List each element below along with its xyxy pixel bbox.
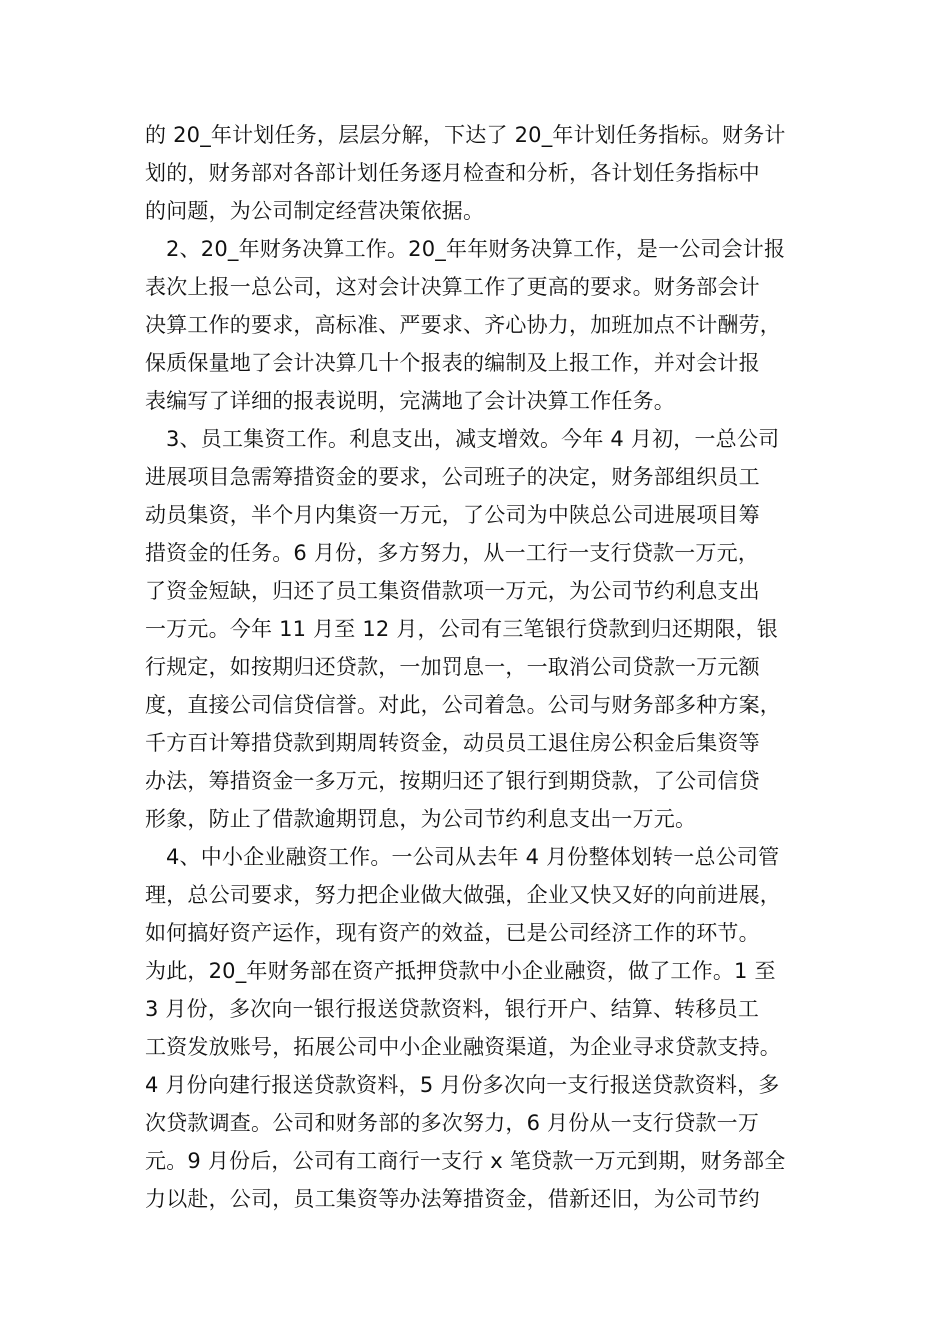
text-line: 措资金的任务。6 月份，多方努力，从一工行一支行贷款一万元， [145,541,760,565]
text-line: 的 20_年计划任务，层层分解，下达了 20_年计划任务指标。财务计 [145,123,786,147]
text-line: 划的，财务部对各部计划任务逐月检查和分析，各计划任务指标中 [145,161,760,185]
text-line: 元。9 月份后，公司有工商行一支行 x 笔贷款一万元到期，财务部全 [145,1149,786,1173]
text-line: 保质保量地了会计决算几十个报表的编制及上报工作，并对会计报 [145,351,760,375]
text-line: 千方百计筹措贷款到期周转资金，动员员工退住房公积金后集资等 [145,731,760,755]
text-line: 3、员工集资工作。利息支出，减支增效。今年 4 月初，一总公司 [166,427,780,451]
text-line: 如何搞好资产运作，现有资产的效益，已是公司经济工作的环节。 [145,921,760,945]
text-line: 4、中小企业融资工作。一公司从去年 4 月份整体划转一总公司管 [166,845,780,869]
text-line: 行规定，如按期归还贷款，一加罚息一，一取消公司贷款一万元额 [145,655,760,679]
text-line: 办法，筹措资金一多万元，按期归还了银行到期贷款，了公司信贷 [145,769,760,793]
text-line: 一万元。今年 11 月至 12 月，公司有三笔银行贷款到归还期限，银 [145,617,778,641]
text-line: 表编写了详细的报表说明，完满地了会计决算工作任务。 [145,389,675,413]
text-line: 为此，20_年财务部在资产抵押贷款中小企业融资，做了工作。1 至 [145,959,776,983]
text-line: 表次上报一总公司，这对会计决算工作了更高的要求。财务部会计 [145,275,760,299]
text-line: 4 月份向建行报送贷款资料，5 月份多次向一支行报送贷款资料，多 [145,1073,780,1097]
text-line: 工资发放账号，拓展公司中小企业融资渠道，为企业寻求贷款支持。 [145,1035,781,1059]
text-line: 度，直接公司信贷信誉。对此，公司着急。公司与财务部多种方案， [145,693,781,717]
text-line: 进展项目急需筹措资金的要求，公司班子的决定，财务部组织员工 [145,465,760,489]
text-line: 决算工作的要求，高标准、严要求、齐心协力，加班加点不计酬劳， [145,313,781,337]
text-line: 动员集资，半个月内集资一万元，了公司为中陕总公司进展项目筹 [145,503,760,527]
text-line: 力以赴，公司，员工集资等办法筹措资金，借新还旧，为公司节约 [145,1187,760,1211]
text-line: 3 月份，多次向一银行报送贷款资料，银行开户、结算、转移员工 [145,997,760,1021]
text-line: 的问题，为公司制定经营决策依据。 [145,199,485,223]
text-line: 2、20_年财务决算工作。20_年年财务决算工作，是一公司会计报 [166,237,786,261]
text-line: 次贷款调查。公司和财务部的多次努力，6 月份从一支行贷款一万 [145,1111,760,1135]
text-line: 形象，防止了借款逾期罚息，为公司节约利息支出一万元。 [145,807,697,831]
text-line: 理，总公司要求，努力把企业做大做强，企业又快又好的向前进展， [145,883,781,907]
text-line: 了资金短缺，归还了员工集资借款项一万元，为公司节约利息支出 [145,579,760,603]
